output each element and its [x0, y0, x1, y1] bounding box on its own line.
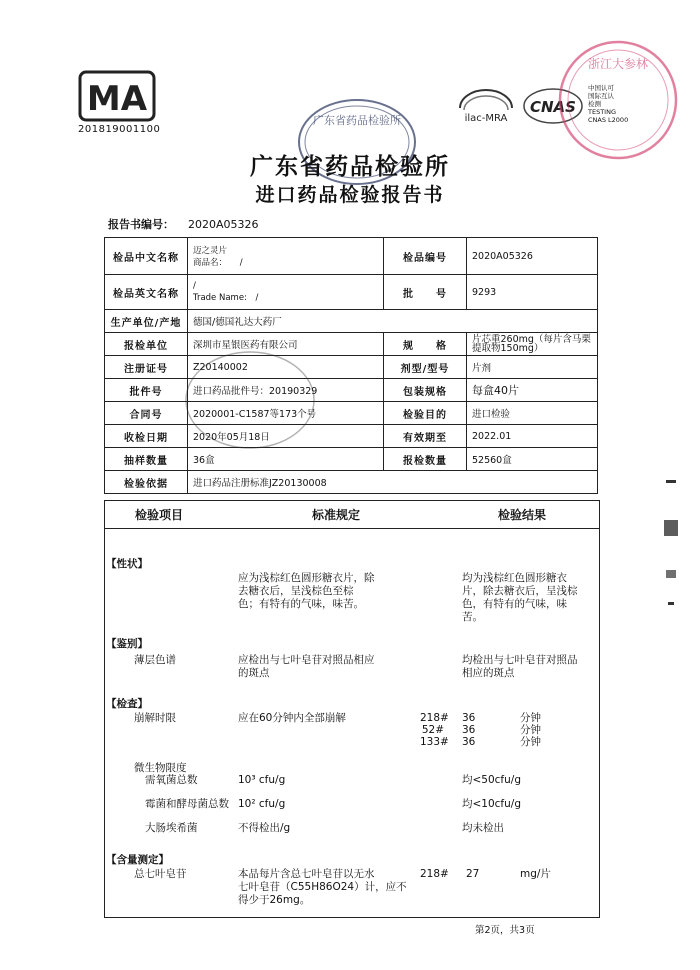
approval-label: 批件号: [105, 379, 188, 402]
appearance-standard: 应为浅棕红色圆形糖衣片，除 去糖衣后，呈浅棕色至棕 色；有特有的气味，味苦。: [238, 572, 375, 610]
contract-value: 2020001-C1587等173个号: [188, 402, 384, 425]
disint-row-unit: 分钟: [520, 736, 541, 748]
tlc-standard: 应检出与七叶皂苷对照品相应 的斑点: [238, 654, 375, 679]
disintegration-standard: 应在60分钟内全部崩解: [238, 712, 346, 724]
results-frame: [104, 500, 600, 918]
svg-text:浙江大参林: 浙江大参林: [587, 57, 649, 71]
reg-label: 注册证号: [105, 356, 188, 379]
cn-name-cell: 迈之灵片 商品名： /: [188, 238, 384, 275]
disint-row-id: 133#: [420, 736, 449, 748]
ma-logo: [78, 70, 156, 122]
applicant-value: 深圳市星银医药有限公司: [188, 333, 384, 356]
maker-value: 德国/德国礼达大药厂: [188, 310, 598, 333]
appearance-result: 均为浅棕红色圆形糖衣 片，除去糖衣后，呈浅棕 色，有特有的气味，味 苦。: [462, 572, 578, 623]
col-header-item: 检验项目: [135, 508, 184, 522]
institute-title: 广东省药品检验所: [250, 153, 450, 180]
aerobic-item: 需氧菌总数: [145, 774, 198, 786]
ma-cert-number: 201819001100: [78, 124, 161, 135]
sample-no-value: 2020A05326: [467, 238, 598, 275]
report-number: 报告书编号： 2020A05326: [108, 218, 259, 231]
cn-name-label: 检品中文名称: [105, 238, 188, 275]
disint-row-value: 36: [462, 712, 476, 724]
section-appearance: 【性状】: [106, 558, 148, 570]
section-identification: 【鉴别】: [106, 638, 148, 650]
aerobic-result: 均<50cfu/g: [462, 774, 521, 786]
applicant-label: 报检单位: [105, 333, 188, 356]
disint-row-id: 52#: [421, 724, 444, 736]
results-header-divider: [104, 528, 600, 529]
sample-qty-value: 36盒: [188, 448, 384, 471]
page-number: 第2页，共3页: [475, 925, 535, 936]
microbial-limit-item: 微生物限度: [134, 762, 187, 774]
page-seam-stamp: [662, 470, 682, 620]
contract-label: 合同号: [105, 402, 188, 425]
maker-label: 生产单位/产地: [105, 310, 188, 333]
ecoli-result: 均未检出: [462, 822, 504, 834]
sample-qty-label: 抽样数量: [105, 448, 188, 471]
tlc-result: 均检出与七叶皂苷对照品 相应的斑点: [462, 654, 578, 679]
svg-text:MA: MA: [86, 79, 148, 119]
aerobic-standard: 10³ cfu/g: [238, 774, 286, 786]
assay-standard: 本品每片含总七叶皂苷以无水 七叶皂苷（C55H86O24）计，应不 得少于26mg。: [238, 868, 407, 906]
assay-sample-id: 218#: [420, 868, 449, 880]
section-assay: 【含量测定】: [106, 854, 169, 866]
pack-label: 包装规格: [384, 379, 467, 402]
report-qty-value: 52560盒: [467, 448, 598, 471]
reg-value: Z20140002: [188, 356, 384, 379]
svg-text:CNAS: CNAS: [530, 98, 576, 116]
purpose-label: 检验目的: [384, 402, 467, 425]
tlc-item: 薄层色谱: [134, 654, 176, 666]
svg-text:ilac-MRA: ilac-MRA: [464, 113, 508, 124]
spec-label: 规 格: [384, 333, 467, 356]
report-qty-label: 报检数量: [384, 448, 467, 471]
spec-value: 片芯重260mg（每片含马栗提取物150mg）: [467, 333, 598, 356]
ecoli-item: 大肠埃希菌: [145, 822, 198, 834]
sample-info-table: [104, 237, 598, 494]
sample-no-label: 检品编号: [384, 238, 467, 275]
batch-value: 9293: [467, 275, 598, 310]
svg-text:广东省药品检验所: 广东省药品检验所: [313, 114, 401, 127]
basis-label: 检验依据: [105, 471, 188, 494]
assay-unit: mg/片: [520, 868, 551, 880]
disint-row-value: 36: [462, 724, 476, 736]
section-check: 【检查】: [106, 698, 148, 710]
report-title: 进口药品检验报告书: [255, 184, 445, 206]
basis-value: 进口药品注册标准JZ20130008: [188, 471, 598, 494]
disint-row-unit: 分钟: [520, 724, 541, 736]
purpose-value: 进口检验: [467, 402, 598, 425]
batch-label: 批 号: [384, 275, 467, 310]
col-header-standard: 标准规定: [312, 508, 361, 522]
disint-row-value: 36: [462, 736, 476, 748]
received-value: 2020年05月18日: [188, 425, 384, 448]
en-name-label: 检品英文名称: [105, 275, 188, 310]
assay-item: 总七叶皂苷: [134, 868, 187, 880]
form-label: 剂型/型号: [384, 356, 467, 379]
mold-result: 均<10cfu/g: [462, 798, 521, 810]
mold-standard: 10² cfu/g: [238, 798, 286, 810]
assay-value: 27: [466, 868, 480, 880]
approval-value: 进口药品批件号：20190329: [188, 379, 384, 402]
ilac-mra-logo: [450, 88, 522, 128]
disint-row-unit: 分钟: [520, 712, 541, 724]
disint-row-id: 218#: [420, 712, 449, 724]
ecoli-standard: 不得检出/g: [238, 822, 291, 834]
expiry-label: 有效期至: [384, 425, 467, 448]
expiry-value: 2022.01: [467, 425, 598, 448]
form-value: 片剂: [467, 356, 598, 379]
disintegration-item: 崩解时限: [134, 712, 176, 724]
col-header-result: 检验结果: [498, 508, 547, 522]
received-label: 收检日期: [105, 425, 188, 448]
mold-item: 霉菌和酵母菌总数: [145, 798, 229, 810]
en-name-cell: / Trade Name: /: [188, 275, 384, 310]
cnas-caption: 中国认可 国际互认 检测 TESTING CNAS L2000: [588, 84, 629, 124]
pack-value: 每盒40片: [467, 379, 598, 402]
